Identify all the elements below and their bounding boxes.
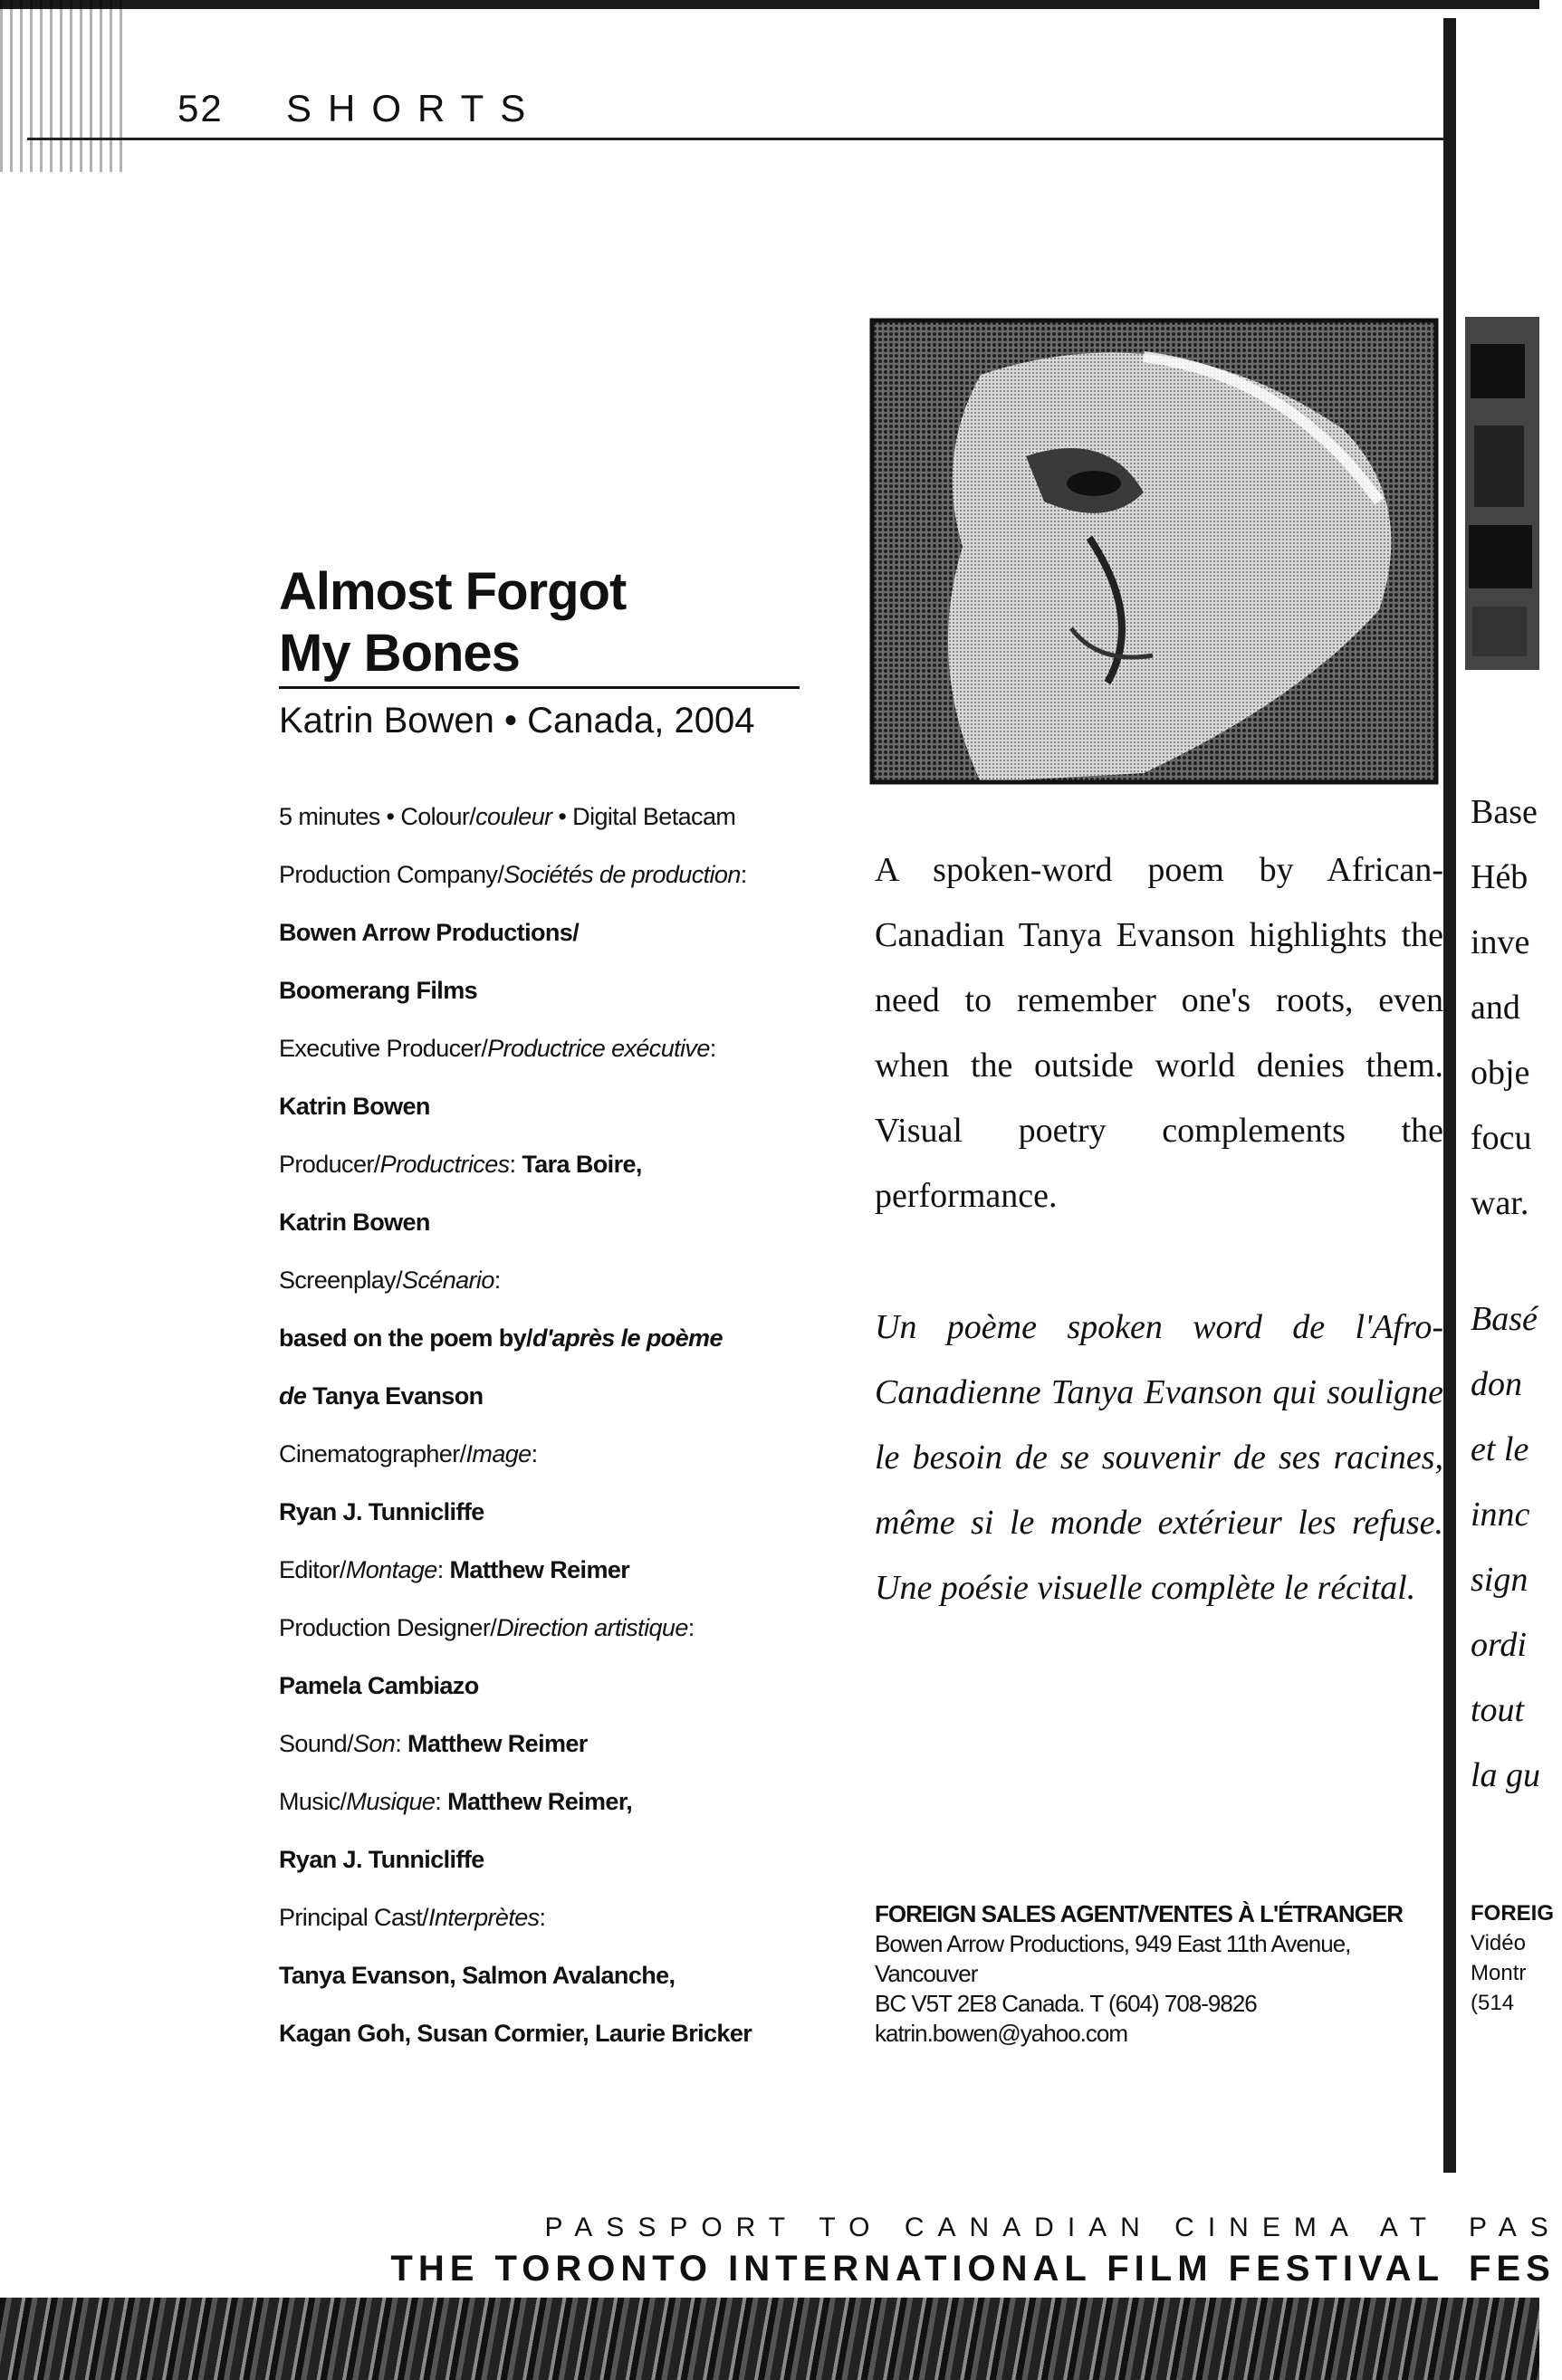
scan-top-border [0, 0, 1539, 9]
facing-page-text: innc [1471, 1496, 1530, 1534]
facing-page-text: la gu [1471, 1756, 1541, 1794]
credit-producer-value: Katrin Bowen [279, 1209, 430, 1236]
credit-screenplay-value: de Tanya Evanson [279, 1382, 484, 1410]
credit-production-label: Production Company/Sociétés de production: [279, 861, 747, 888]
facing-page-text: Héb [1471, 858, 1528, 896]
facing-page-text: sign [1471, 1561, 1528, 1599]
facing-page-footer: FES [1469, 2249, 1556, 2289]
credit-cast-value: Tanya Evanson, Salmon Avalanche, [279, 1962, 676, 1989]
credit-producer: Producer/Productrices: Tara Boire, [279, 1151, 642, 1178]
film-title [279, 561, 822, 684]
credit-music-value: Ryan J. Tunnicliffe [279, 1846, 484, 1873]
title-rule [279, 686, 800, 689]
facing-page-text: Montr [1471, 1961, 1527, 1985]
film-title-line: My Bones [279, 624, 520, 683]
credit-cast-value: Kagan Goh, Susan Cormier, Laurie Bricker [279, 2020, 752, 2047]
facing-page-text: don [1471, 1365, 1522, 1403]
credit-cast-label: Principal Cast/Interprètes: [279, 1904, 546, 1931]
facing-page-text: et le [1471, 1430, 1529, 1468]
sales-agent-line: Bowen Arrow Productions, 949 East 11th Avenue, Vancouver [875, 1930, 1351, 1987]
page-number: 52 [177, 87, 224, 129]
film-title-line: Almost Forgot [279, 562, 627, 621]
credit-screenplay-label: Screenplay/Scénario: [279, 1266, 501, 1294]
credit-production-value: Boomerang Films [279, 977, 478, 1004]
credit-exec-label: Executive Producer/Productrice exécutive: [279, 1035, 716, 1062]
facing-page-text: inve [1471, 923, 1530, 961]
credit-production-value: Bowen Arrow Productions/ [279, 919, 580, 946]
footer-festival: THE TORONTO INTERNATIONAL FILM FESTIVAL [390, 2249, 1444, 2289]
credit-music: Music/Musique: Matthew Reimer, [279, 1788, 633, 1815]
facing-page-text: and [1471, 989, 1520, 1027]
credit-exec-value: Katrin Bowen [279, 1093, 430, 1120]
synopsis-english: A spoken-word poem by African-Canadian Tanya Evanson highlights the need to remember one's roots, even when the outside world denies them. Visual poetry complements the performance. [875, 851, 1443, 1215]
credit-design-label: Production Designer/Direction artistique: [279, 1614, 695, 1641]
facing-page-text: tout [1471, 1691, 1525, 1729]
film-still-image [872, 320, 1436, 782]
credit-cinematographer-label: Cinematographer/Image: [279, 1440, 538, 1467]
sales-agent-block [875, 1899, 1445, 2049]
credit-screenplay-value: based on the poem by/d'après le poème [279, 1324, 723, 1352]
sales-agent-line [875, 1899, 1445, 1929]
header-rule [27, 138, 1444, 140]
facing-page-text: Basé [1471, 1300, 1538, 1338]
credit-cinematographer-value: Ryan J. Tunnicliffe [279, 1498, 484, 1525]
facing-page-text: (514 [1471, 1991, 1515, 2015]
facing-page-edge [1456, 317, 1562, 2308]
facing-page-text: Base [1471, 793, 1538, 831]
footer-tagline: PASSPORT TO CANADIAN CINEMA AT [544, 2213, 1440, 2242]
credit-editor: Editor/Montage: Matthew Reimer [279, 1556, 630, 1583]
facing-page-text: focu [1471, 1119, 1532, 1157]
director-country-year: Katrin Bowen • Canada, 2004 [279, 701, 755, 741]
scan-bottom-edge [0, 2298, 1539, 2380]
sales-agent-line: BC V5T 2E8 Canada. T (604) 708-9826 [875, 1990, 1257, 2017]
facing-page-text: obje [1471, 1054, 1530, 1092]
section-title: SHORTS [286, 87, 542, 129]
credits-list [279, 788, 822, 2062]
credit-design-value: Pamela Cambiazo [279, 1672, 479, 1699]
synopsis-french: Un poème spoken word de l'Afro-Canadienne Tanya Evanson qui souligne le besoin de se souvenir de ses racines, même si le monde extérieur les refuse. Une poésie visuelle complète le récital. [875, 1308, 1443, 1607]
facing-page-text: FOREIG [1471, 1901, 1555, 1926]
facing-page-image [1465, 317, 1539, 670]
credit-specs: 5 minutes • Colour/couleur • Digital Betacam [279, 803, 736, 830]
sales-agent-email: katrin.bowen@yahoo.com [875, 2020, 1127, 2047]
page-gutter [1443, 18, 1456, 2173]
facing-page-text: Vidéo [1471, 1931, 1526, 1955]
facing-page-footer: PAS [1469, 2213, 1562, 2242]
facing-page-text: war. [1471, 1184, 1529, 1222]
credit-sound: Sound/Son: Matthew Reimer [279, 1730, 588, 1757]
facing-page-text: ordi [1471, 1626, 1527, 1664]
sales-agent-heading: FOREIGN SALES AGENT/VENTES À L'ÉTRANGER [875, 1900, 1404, 1927]
scan-edge-noise [0, 0, 127, 172]
